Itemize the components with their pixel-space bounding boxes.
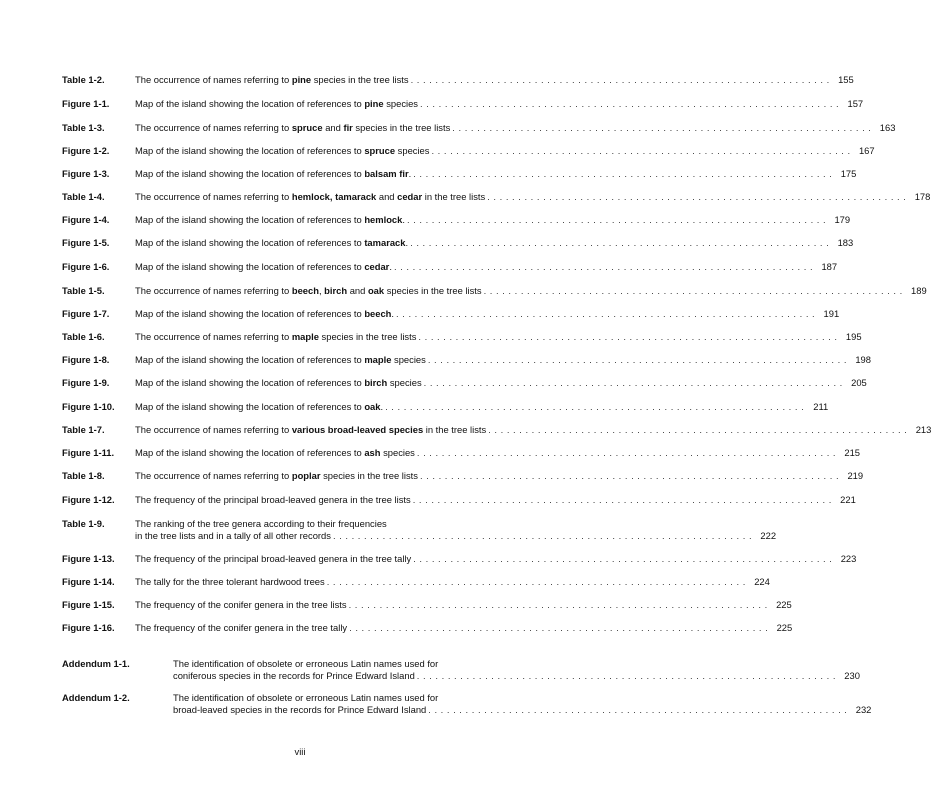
dot-leader [420,470,839,482]
toc-entry [62,518,777,542]
toc-entry-label: Figure 1-6. [62,261,110,272]
toc-entry-title: The occurrence of names referring to maple species in the tree lists [135,331,417,342]
toc-entry [62,599,792,611]
toc-entry-title: The occurrence of names referring to beech, birch and oak species in the tree lists [135,285,482,296]
toc-entry-page: 213 [915,424,931,435]
toc-entry-title: Map of the island showing the location of references to hemlock. [135,214,405,225]
toc-entry [62,331,862,343]
toc-entry [62,658,860,682]
toc-entry-label: Figure 1-13. [62,553,115,564]
toc-entry-page: 222 [760,530,777,541]
dot-leader [394,261,813,273]
toc-entry-page: 167 [858,145,875,156]
toc-entry-label: Table 1-4. [62,191,105,202]
toc-entry-title: Map of the island showing the location of references to cedar. [135,261,392,272]
dot-leader [349,599,768,611]
dot-leader [420,98,839,110]
toc-entry-title: Map of the island showing the location of references to spruce species [135,145,430,156]
toc-entry-label: Figure 1-3. [62,168,110,179]
toc-entry [62,553,857,565]
toc-entry-page: 211 [813,401,829,412]
dot-leader [413,168,832,180]
toc-entry-label: Addendum 1-2. [62,692,130,703]
dot-leader [413,494,832,506]
toc-entry-title: The occurrence of names referring to poplar species in the tree lists [135,470,418,481]
toc-entry-label: Figure 1-8. [62,354,110,365]
toc-entry-title: Map of the island showing the location of references to balsam fir. [135,168,412,179]
toc-entry [62,285,927,297]
toc-entry-title: The frequency of the conifer genera in the tree tally [135,622,348,633]
toc-entry-page: 175 [840,168,857,179]
toc-entry [62,354,871,366]
toc-entry [62,470,864,482]
toc-entry-title: Map of the island showing the location of references to birch species [135,377,422,388]
toc-entry-page: 223 [840,553,857,564]
dot-leader [428,354,847,366]
toc-entry-label: Table 1-5. [62,285,105,296]
dot-leader [411,74,830,86]
toc-entry-page: 189 [911,285,927,296]
toc-entry [62,308,840,320]
toc-entry-label: Table 1-6. [62,331,105,342]
toc-entry-page: 178 [914,191,931,202]
toc-entry-title: The occurrence of names referring to various broad-leaved species in the tree lists [135,424,487,435]
toc-entry-page: 179 [834,214,851,225]
toc-entry-title: The occurrence of names referring to hemlock, tamarack and cedar in the tree lists [135,191,486,202]
toc-entry [62,74,854,86]
toc-entry-label: Figure 1-7. [62,308,110,319]
toc-entry-page: 219 [847,470,864,481]
toc-entry-page: 191 [823,308,840,319]
toc-entry-title: The tally for the three tolerant hardwood trees [135,576,325,587]
toc-entry-page: 198 [855,354,871,365]
toc-entry-label: Figure 1-15. [62,599,115,610]
dot-leader [417,670,836,682]
toc-entry-page: 155 [838,74,854,85]
toc-entry [62,145,875,157]
toc-entry [62,424,931,436]
toc-entry-label: Addendum 1-1. [62,658,130,669]
toc-entry-page: 224 [754,576,770,587]
toc-entry [62,191,931,203]
toc-entry-label: Figure 1-2. [62,145,110,156]
toc-entry-page: 187 [821,261,838,272]
toc-entry-label: Figure 1-16. [62,622,115,633]
toc-entry-title: The frequency of the principal broad-leaved genera in the tree lists [135,494,411,505]
toc-entry-title: The identification of obsolete or erroneous Latin names used for [173,692,439,703]
toc-entry [62,692,872,716]
dot-leader [418,331,837,343]
toc-entry-page: 232 [855,704,872,715]
dot-leader [488,424,907,436]
toc-entry-page: 215 [844,447,861,458]
toc-entry [62,214,851,226]
toc-entry-title: The occurrence of names referring to pine species in the tree lists [135,74,409,85]
toc-entry [62,237,854,249]
dot-leader [327,576,746,588]
toc-entry-label: Figure 1-5. [62,237,110,248]
toc-entry-title: Map of the island showing the location of references to maple species [135,354,426,365]
toc-entry-label: Figure 1-14. [62,576,115,587]
toc-entry-title: in the tree lists and in a tally of all other records [135,530,331,541]
toc-entry-page: 205 [851,377,867,388]
page-number: viii [294,746,306,757]
toc-entry [62,98,864,110]
toc-entry-page: 225 [776,622,793,633]
toc-entry-label: Table 1-8. [62,470,105,481]
toc-entry-label: Figure 1-4. [62,214,110,225]
toc-entry-label: Figure 1-1. [62,98,110,109]
toc-entry-title: The identification of obsolete or erroneous Latin names used for [173,658,439,669]
toc-entry-title: The occurrence of names referring to spruce and fir species in the tree lists [135,122,451,133]
dot-leader [417,447,836,459]
dot-leader [396,308,815,320]
toc-entry-label: Figure 1-12. [62,494,115,505]
toc-entry [62,494,856,506]
toc-entry-title: The frequency of the conifer genera in the tree lists [135,599,347,610]
toc-entry-page: 157 [847,98,864,109]
toc-entry-label: Figure 1-9. [62,377,110,388]
toc-entry-label: Table 1-9. [62,518,105,529]
dot-leader [333,530,752,542]
dot-leader [385,401,804,413]
toc-entry-title: Map of the island showing the location of references to tamarack. [135,237,409,248]
toc-entry-title: Map of the island showing the location of references to beech. [135,308,395,319]
toc-entry-title: coniferous species in the records for Prince Edward Island [173,670,415,681]
dot-leader [413,553,832,565]
dot-leader [424,377,843,389]
toc-entry [62,401,829,413]
toc-entry-title: Map of the island showing the location of references to ash species [135,447,415,458]
toc-entry-page: 183 [837,237,854,248]
toc-entry-label: Table 1-2. [62,74,105,85]
toc-entry [62,622,793,634]
toc-entry-page: 225 [776,599,792,610]
toc-entry [62,377,867,389]
dot-leader [487,191,906,203]
toc-entry [62,447,861,459]
dot-leader [452,122,871,134]
toc-entry-page: 195 [845,331,862,342]
toc-entry-title: The ranking of the tree genera according to their frequencies [135,518,387,529]
toc-entry [62,576,770,588]
toc-entry-title: Map of the island showing the location of references to oak. [135,401,384,412]
dot-leader [428,704,847,716]
dot-leader [349,622,768,634]
toc-entry [62,261,838,273]
dot-leader [410,237,829,249]
toc-entry-label: Table 1-7. [62,424,105,435]
toc-entry-title: broad-leaved species in the records for Prince Edward Island [173,704,427,715]
toc-entry-label: Figure 1-10. [62,401,115,412]
toc-entry-page: 163 [879,122,896,133]
dot-leader [407,214,826,226]
dot-leader [484,285,903,297]
toc-entry-page: 230 [844,670,860,681]
toc-entry-title: The frequency of the principal broad-leaved genera in the tree tally [135,553,412,564]
toc-entry-label: Figure 1-11. [62,447,115,458]
dot-leader [431,145,850,157]
toc-entry-title: Map of the island showing the location of references to pine species [135,98,418,109]
toc-entry-page: 221 [840,494,856,505]
toc-entry-label: Table 1-3. [62,122,105,133]
toc-entry [62,168,857,180]
toc-entry [62,122,896,134]
